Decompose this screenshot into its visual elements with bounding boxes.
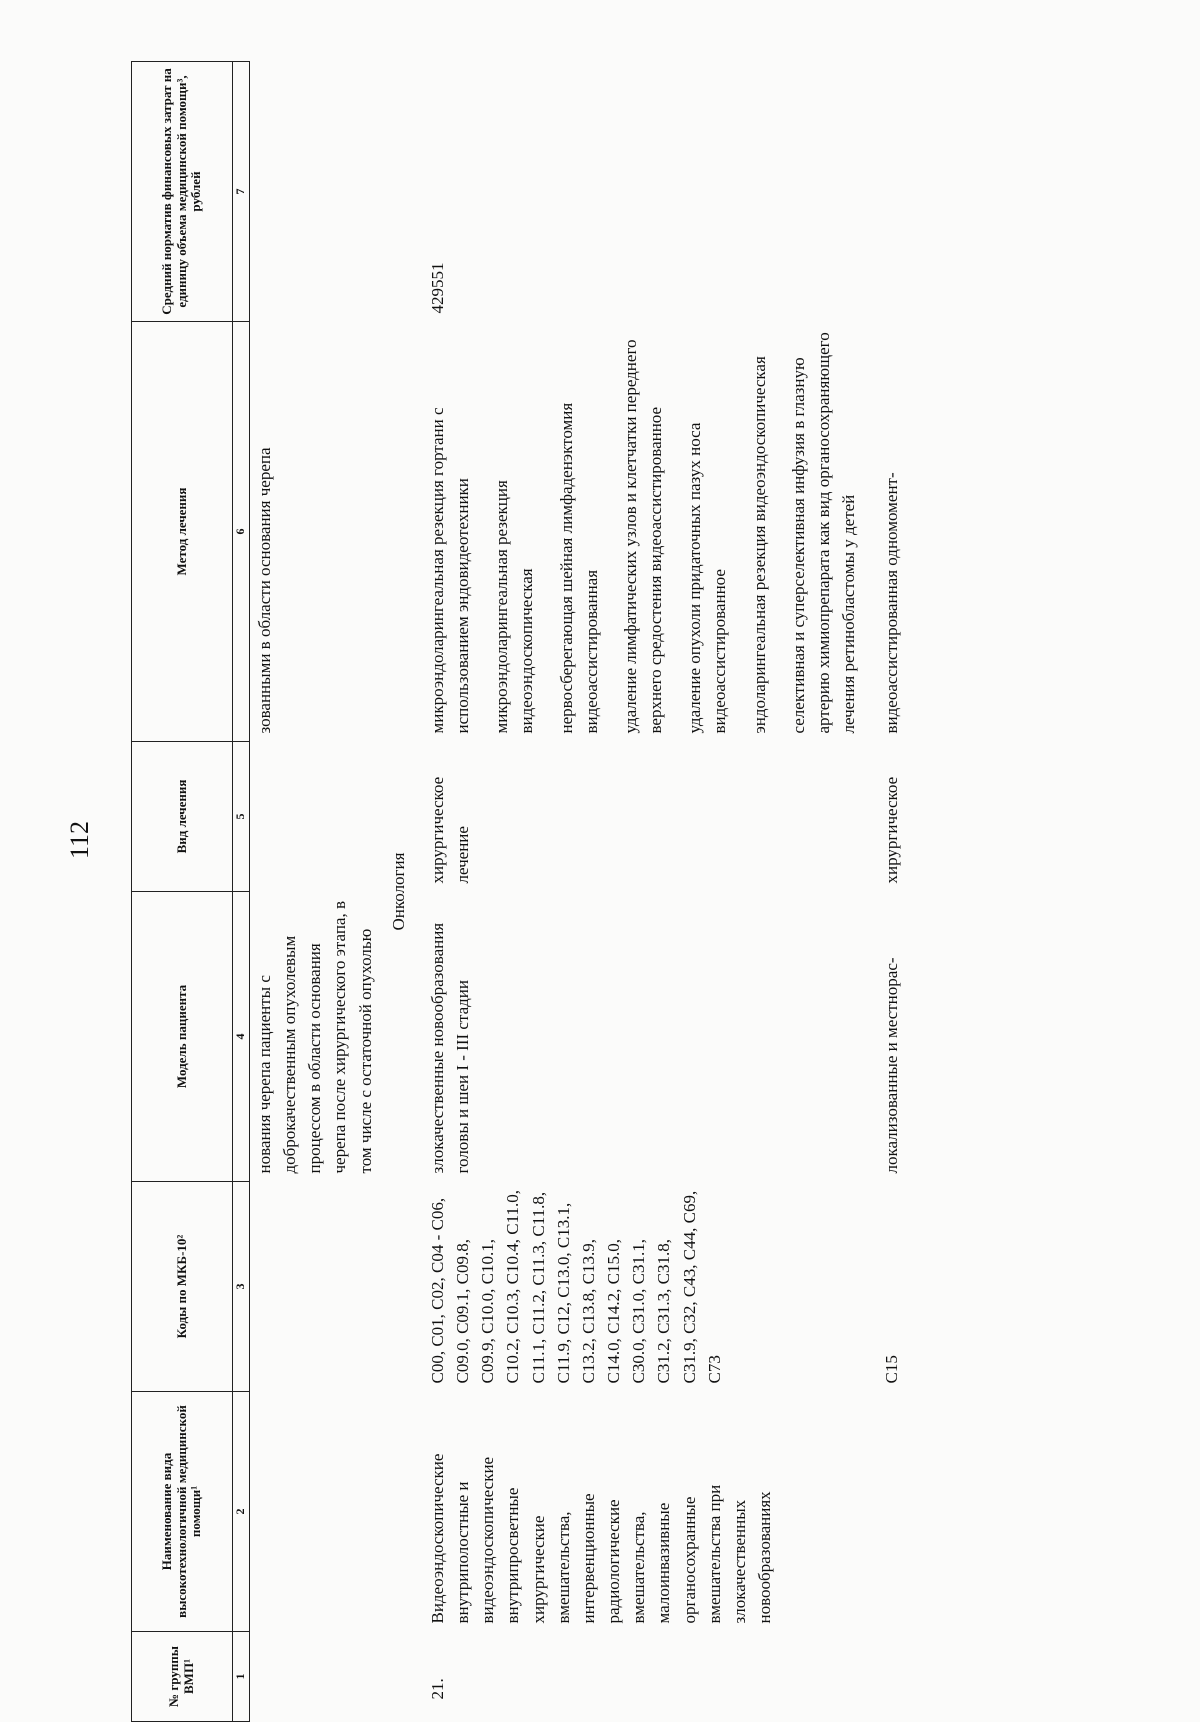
next-treatment-type: хирургическое xyxy=(882,776,902,884)
treatment-method-item: удаление опухоли придаточных пазух носа видеоассистированное xyxy=(685,422,730,734)
header-column-number: 3 xyxy=(233,1182,250,1392)
group-number: 21. xyxy=(427,1678,447,1700)
table-row-section xyxy=(380,62,423,1722)
header-treatment-type: Вид лечения xyxy=(132,742,233,892)
header-average-cost: Средний норматив финансовых затрат на единицу объема медицинской помощи³, рублей xyxy=(132,62,233,322)
treatment-method-item: микроэндоларингеальная резекция гортани с использованием эндовидеотехники xyxy=(427,407,473,734)
table-row-next xyxy=(877,62,906,1722)
average-cost: 429551 xyxy=(427,262,447,314)
rotated-table-sheet xyxy=(131,62,1141,1722)
icd-codes: C00, C01, C02, C04 - C06, C09.0, C09.1, C09.8, C09.9, C10.0, C10.1, C10.2, C10.3, C10.4, C11.0, C11.1, C11.2, C11.3, C11.8, C11.9, C12, C13.0, C13.1, C13.2, C13.8, C13.9, C14.0, C14.2, C15.0, C30.0, C31.0, C31.1, C31.2, C31.3, C31.8, C31.9, C32, C43, C44, C69, C73 xyxy=(427,1190,724,1384)
header-vmp-name: Наименование вида высокотехнологичной медицинской помощи¹ xyxy=(132,1392,233,1632)
header-group-number: № группы ВМП¹ xyxy=(132,1632,233,1722)
header-patient-model: Модель пациента xyxy=(132,892,233,1182)
treatment-method-item: эндоларингеальная резекция видеоэндоскопическая xyxy=(749,356,769,734)
vmp-table xyxy=(131,61,906,1722)
treatment-method-item: нервосберегающая шейная лимфаденэктомия видеоассистированная xyxy=(556,402,601,734)
header-column-number: 2 xyxy=(233,1392,250,1632)
header-icd-codes: Коды по МКБ-10² xyxy=(132,1182,233,1392)
next-method: видеоассистированная одномомент- xyxy=(882,472,902,734)
next-icd-codes: C15 xyxy=(882,1355,902,1384)
table-row-continuation xyxy=(250,62,380,1722)
page-number: 112 xyxy=(65,820,94,860)
section-title: Онкология xyxy=(388,852,408,931)
header-column-number: 7 xyxy=(233,62,250,322)
table-row-group-21 xyxy=(423,62,877,1722)
header-column-number: 4 xyxy=(233,892,250,1182)
treatment-method-item: селективная и суперселективная инфузия в глазную артерию химиопрепарата как вид органосохраняющего лечения ретинобластомы у детей xyxy=(788,332,858,734)
treatment-method-item: микроэндоларингеальная резекция видеоэндоскопическая xyxy=(492,480,537,734)
vmp-name: Видеоэндоскопические внутриполостные и видеоэндоскопические внутрипросветные хирургические вмешательства, интервенционные радиологические вмешательства, малоинвазивные органосохранные вмешательства при злокачественных новообразованиях xyxy=(427,1453,774,1624)
header-column-number: 6 xyxy=(233,322,250,742)
table-header xyxy=(132,62,250,1722)
treatment-methods xyxy=(423,322,877,742)
table-body xyxy=(250,62,907,1722)
next-patient-model: локализованные и местнорас- xyxy=(882,957,902,1174)
patient-model: злокачественные новообразования головы и шеи I - III стадии xyxy=(427,922,473,1174)
header-column-number: 5 xyxy=(233,742,250,892)
treatment-type: хирургическое лечение xyxy=(427,776,473,884)
continuation-method: зованными в области основания черепа xyxy=(255,447,274,734)
continuation-patient-model: нования черепа пациенты с доброкачественным опухолевым процессом в области основания черепа после хирургического этапа, в том числе с остаточной опухолью xyxy=(255,900,375,1174)
header-treatment-method: Метод лечения xyxy=(132,322,233,742)
treatment-method-item: удаление лимфатических узлов и клетчатки переднего верхнего средостения видеоассистированное xyxy=(620,339,666,734)
header-column-number: 1 xyxy=(233,1632,250,1722)
